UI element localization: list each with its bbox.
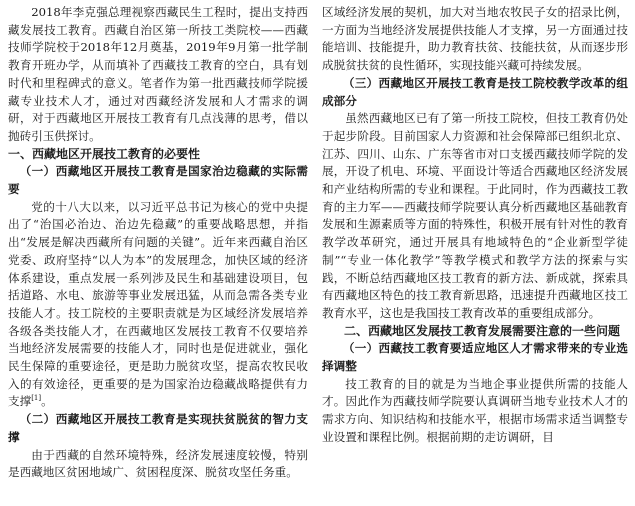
subsection-heading-1-2: （二）西藏地区开展技工教育是实现扶贫脱贫的智力支撑 [8, 412, 308, 444]
subsection-heading-1-1: （一）西藏地区开展技工教育是国家治边稳藏的实际需要 [8, 164, 308, 197]
reference-marker: [1] [31, 394, 42, 403]
paragraph-1-2: 由于西藏的自然环境特殊，经济发展速度较慢，特别是西藏地区贫困地域广、贫困程度深、脱贫攻坚任务重。 [8, 447, 308, 480]
right-column [322, 4, 628, 447]
paragraph-1-1 [8, 199, 308, 411]
paragraph-1-1-end: 。 [41, 394, 53, 409]
paragraph-1-1-text: 党的十八大以来，以习近平总书记为核心的党中央提出了“治国必治边、治边先稳藏”的重要战略思想，并指出“发展是解决西藏所有问题的关键”。近年来西藏自治区党委、政府坚持“以人为本”的发展理念，加快区域的经济体系建设，重点发展一系列涉及民生和基础建设项目，包括道路、水电、旅游等事业发展迅猛，从而急需各类专业技能人才。技工院校的主要职责就是为区域经济发展培养各级各类技能人才，在西藏地区发展技工教育不仅要培养当地经济发展需要的技能人才，同时也是促进就业，强化民生保障的重要途径，更是助力脱贫攻坚，提高农牧民收入的有效途径，更重要的是为国家治边稳藏战略提供有力支撑 [8, 199, 308, 409]
paragraph-1-2-continued: 区域经济发展的契机，加大对当地农牧民子女的招录比例，一方面为当地经济发展提供技能人才支撑，另一方面通过技能培训、技能提升，助力教育扶贫、技能扶贫，从而逐步形成脱贫扶贫的良性循环，实现技能兴藏可持续发展。 [322, 5, 628, 73]
left-column [8, 4, 308, 482]
paragraph-2-1: 技工教育的目的就是为当地企事业提供所需的技能人才。因此作为西藏技师学院要认真调研当地专业技术人才的需求方向、知识结构和技能水平，根据市场需求适当调整专业设置和课程比例。根据前期的走访调研，目 [322, 376, 628, 444]
paragraph-1-3: 虽然西藏地区已有了第一所技工院校，但技工教育仍处于起步阶段。目前国家人力资源和社会保障部已组织北京、江苏、四川、山东、广东等省市对口支援西藏技师学院的发展，开设了机电、环境、平面设计等适合西藏地区经济发展和产业结构所需的专业和课程。于此同时，作为西藏技工教育的主力军——西藏技师学院要认真分析西藏地区基础教育发展和生源素质等方面的特殊性，积极开展有针对性的教育教学改革研究，通过开展具有地域特色的“企业新型学徒制”“专业一体化教学”等教学模式和教学方法的探索与实践，不断总结西藏地区技工教育的新方法、新成就，探索具有西藏地区特色的技工教育新思路，迅速提升西藏地区技工教育水平，这也是我国技工教育改革的重要组成部分。 [322, 111, 628, 320]
section-heading-1: 一、西藏地区开展技工教育的必要性 [8, 146, 201, 161]
subsection-heading-2-1: （一）西藏技工教育要适应地区人才需求带来的专业选择调整 [322, 341, 628, 374]
intro-paragraph: 2018年李克强总理视察西藏民生工程时，提出支持西藏发展技工教育。西藏自治区第一所技工类院校——西藏技师学院校于2018年12月奠基，2019年9月第一批学制教育开班办学，从而填补了西藏技工教育的空白，具有划时代和里程碑式的意义。笔者作为第一批西藏技师学院援藏专业技术人才，通过对西藏经济发展和人才需求的调研，对于西藏地区开展技工教育有几点浅薄的思考，借以抛砖引玉供探讨。 [8, 5, 308, 143]
subsection-heading-1-3: （三）西藏地区开展技工教育是技工院校教学改革的组成部分 [322, 75, 628, 108]
section-heading-2: 二、西藏地区发展技工教育发展需要注意的一些问题 [344, 323, 621, 338]
